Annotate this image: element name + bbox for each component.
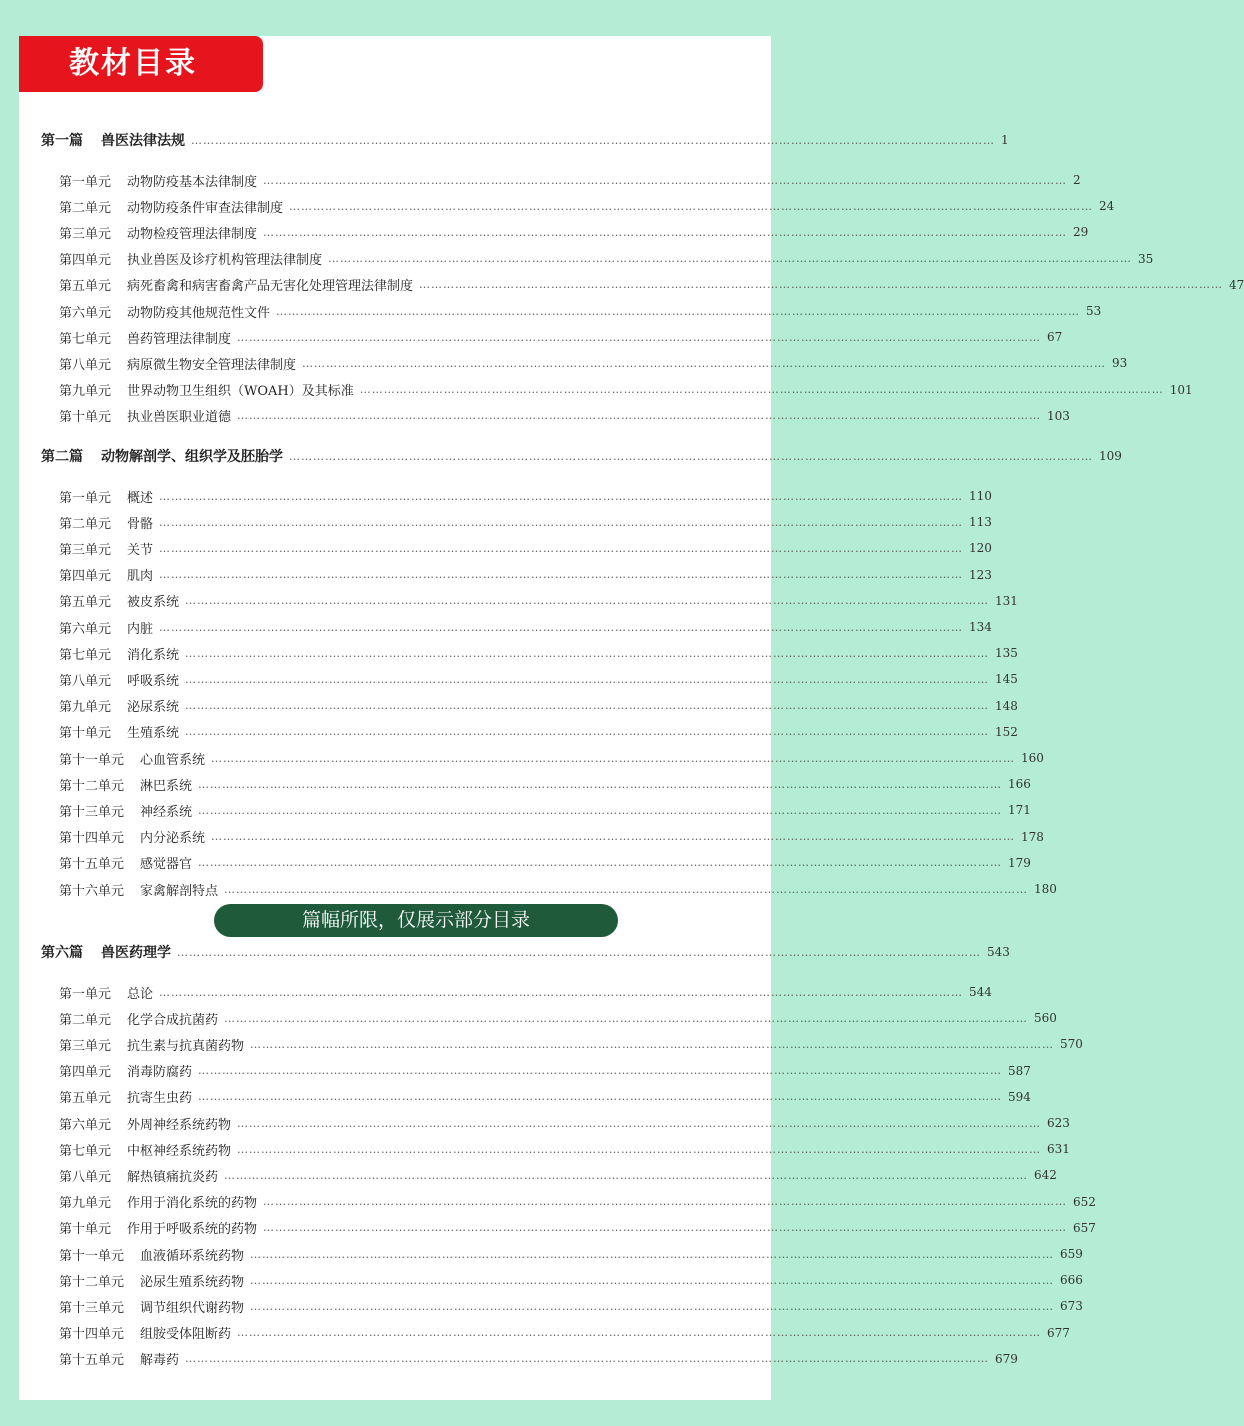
unit-number: 第二单元 bbox=[59, 1012, 112, 1028]
unit-row bbox=[19, 379, 1193, 401]
unit-title: 中枢神经系统药物 bbox=[127, 1143, 232, 1159]
leader-dots: ………………………………………………………………………………………………………………………………………………………………………………… bbox=[198, 803, 1003, 817]
unit-page: 180 bbox=[1034, 882, 1057, 896]
unit-page: 587 bbox=[1008, 1063, 1031, 1078]
leader-dots: ………………………………………………………………………………………………………………………………………………………………………………… bbox=[191, 133, 995, 147]
unit-page: 53 bbox=[1086, 304, 1102, 318]
unit-number: 第九单元 bbox=[59, 700, 112, 716]
unit-page: 652 bbox=[1073, 1194, 1096, 1209]
leader-dots: ………………………………………………………………………………………………………………………………………………………………………………… bbox=[159, 620, 964, 634]
leader-dots: ………………………………………………………………………………………………………………………………………………………………………………… bbox=[185, 594, 990, 608]
unit-row bbox=[19, 1007, 1057, 1029]
unit-label bbox=[59, 1087, 192, 1106]
part-page: 543 bbox=[987, 945, 1010, 959]
unit-title: 泌尿生殖系统药物 bbox=[140, 1274, 245, 1290]
unit-title: 神经系统 bbox=[140, 804, 193, 820]
unit-number: 第九单元 bbox=[59, 1196, 112, 1212]
unit-label bbox=[59, 880, 218, 899]
unit-label bbox=[59, 1297, 244, 1316]
unit-number: 第十二单元 bbox=[59, 1274, 125, 1290]
unit-label bbox=[59, 354, 296, 373]
leader-dots: ………………………………………………………………………………………………………………………………………………………………………………… bbox=[224, 1168, 1029, 1182]
unit-title: 淋巴系统 bbox=[140, 778, 193, 794]
leader-dots: ………………………………………………………………………………………………………………………………………………………………………………… bbox=[359, 383, 1164, 397]
unit-title: 化学合成抗菌药 bbox=[127, 1012, 219, 1028]
unit-page: 123 bbox=[969, 567, 992, 582]
unit-title: 消化系统 bbox=[127, 647, 180, 663]
unit-number: 第十三单元 bbox=[59, 804, 125, 820]
unit-number: 第十三单元 bbox=[59, 1300, 125, 1316]
unit-number: 第十一单元 bbox=[59, 752, 125, 768]
unit-page: 631 bbox=[1047, 1142, 1070, 1157]
unit-row bbox=[19, 195, 1115, 217]
unit-row bbox=[19, 1243, 1083, 1265]
unit-label bbox=[59, 249, 322, 268]
unit-title: 解热镇痛抗炎药 bbox=[127, 1169, 219, 1185]
unit-title: 骨骼 bbox=[127, 516, 154, 532]
unit-title: 感觉器官 bbox=[140, 857, 193, 873]
leader-dots: ………………………………………………………………………………………………………………………………………………………………………………… bbox=[177, 945, 981, 959]
unit-number: 第十单元 bbox=[59, 726, 112, 742]
unit-title: 调节组织代谢药物 bbox=[140, 1300, 245, 1316]
leader-dots: ………………………………………………………………………………………………………………………………………………………………………………… bbox=[198, 777, 1003, 791]
unit-label bbox=[59, 197, 283, 216]
unit-title: 消毒防腐药 bbox=[127, 1065, 193, 1081]
unit-label bbox=[59, 1323, 231, 1342]
unit-label bbox=[59, 223, 257, 242]
part-heading bbox=[19, 941, 1010, 963]
unit-page: 2 bbox=[1073, 173, 1081, 187]
unit-row bbox=[19, 511, 992, 533]
unit-label bbox=[59, 591, 179, 610]
unit-page: 679 bbox=[995, 1351, 1018, 1366]
unit-row bbox=[19, 1086, 1031, 1108]
leader-dots: ………………………………………………………………………………………………………………………………………………………………………………… bbox=[198, 1090, 1003, 1104]
unit-number: 第三单元 bbox=[59, 226, 112, 242]
unit-label bbox=[59, 380, 354, 399]
unit-row bbox=[19, 1295, 1083, 1317]
unit-row bbox=[19, 274, 1244, 296]
leader-dots: ………………………………………………………………………………………………………………………………………………………………………………… bbox=[302, 356, 1107, 370]
unit-page: 35 bbox=[1138, 251, 1154, 266]
leader-dots: ………………………………………………………………………………………………………………………………………………………………………………… bbox=[198, 1064, 1003, 1078]
unit-number: 第五单元 bbox=[59, 279, 112, 295]
unit-label bbox=[59, 275, 413, 294]
unit-page: 544 bbox=[969, 985, 992, 999]
leader-dots: ………………………………………………………………………………………………………………………………………………………………………………… bbox=[419, 278, 1224, 292]
leader-dots: ………………………………………………………………………………………………………………………………………………………………………………… bbox=[250, 1037, 1055, 1051]
unit-row bbox=[19, 668, 1018, 690]
part-label bbox=[41, 942, 171, 962]
unit-row bbox=[19, 1217, 1096, 1239]
unit-title: 概述 bbox=[127, 490, 154, 506]
leader-dots: ………………………………………………………………………………………………………………………………………………………………………………… bbox=[224, 882, 1029, 896]
unit-row bbox=[19, 221, 1089, 243]
unit-number: 第十单元 bbox=[59, 410, 112, 426]
leader-dots: ………………………………………………………………………………………………………………………………………………………………………………… bbox=[237, 409, 1042, 423]
leader-dots: ………………………………………………………………………………………………………………………………………………………………………………… bbox=[250, 1247, 1055, 1261]
unit-number: 第八单元 bbox=[59, 357, 112, 373]
leader-dots: ………………………………………………………………………………………………………………………………………………………………………………… bbox=[198, 856, 1003, 870]
leader-dots: ………………………………………………………………………………………………………………………………………………………………………………… bbox=[159, 489, 964, 503]
unit-row bbox=[19, 405, 1070, 427]
leader-dots: ………………………………………………………………………………………………………………………………………………………………………………… bbox=[276, 304, 1081, 318]
page-title: 教材目录 bbox=[19, 36, 263, 92]
leader-dots: ………………………………………………………………………………………………………………………………………………………………………………… bbox=[237, 330, 1042, 344]
unit-page: 642 bbox=[1034, 1168, 1057, 1183]
unit-label bbox=[59, 722, 179, 741]
leader-dots: ………………………………………………………………………………………………………………………………………………………………………………… bbox=[224, 1011, 1029, 1025]
unit-number: 第四单元 bbox=[59, 569, 112, 585]
unit-page: 120 bbox=[969, 541, 992, 556]
unit-row bbox=[19, 169, 1081, 191]
part-title: 兽医法律法规 bbox=[101, 133, 185, 149]
leader-dots: ………………………………………………………………………………………………………………………………………………………………………………… bbox=[185, 725, 990, 739]
unit-page: 131 bbox=[995, 593, 1018, 608]
unit-label bbox=[59, 1192, 257, 1211]
unit-page: 103 bbox=[1047, 408, 1070, 423]
part-heading bbox=[19, 129, 1009, 151]
unit-page: 135 bbox=[995, 646, 1018, 661]
unit-page: 179 bbox=[1008, 855, 1031, 870]
unit-row bbox=[19, 1191, 1096, 1213]
unit-label bbox=[59, 1245, 244, 1264]
unit-title: 病死畜禽和病害畜禽产品无害化处理管理法律制度 bbox=[127, 279, 414, 295]
unit-page: 677 bbox=[1047, 1325, 1070, 1340]
unit-number: 第十单元 bbox=[59, 1222, 112, 1238]
unit-number: 第八单元 bbox=[59, 1169, 112, 1185]
unit-label bbox=[59, 1271, 244, 1290]
unit-number: 第七单元 bbox=[59, 647, 112, 663]
leader-dots: ………………………………………………………………………………………………………………………………………………………………………………… bbox=[263, 1195, 1068, 1209]
notice-banner: 篇幅所限，仅展示部分目录 bbox=[214, 904, 618, 937]
leader-dots: ………………………………………………………………………………………………………………………………………………………………………………… bbox=[159, 985, 964, 999]
unit-row bbox=[19, 642, 1018, 664]
unit-number: 第五单元 bbox=[59, 595, 112, 611]
unit-row bbox=[19, 352, 1128, 374]
unit-title: 总论 bbox=[127, 986, 154, 1002]
part-label bbox=[41, 130, 185, 150]
unit-row bbox=[19, 799, 1031, 821]
unit-title: 呼吸系统 bbox=[127, 673, 180, 689]
unit-title: 执业兽医及诊疗机构管理法律制度 bbox=[127, 253, 323, 269]
unit-page: 570 bbox=[1060, 1037, 1083, 1052]
unit-label bbox=[59, 539, 153, 558]
unit-page: 145 bbox=[995, 672, 1018, 687]
unit-title: 解毒药 bbox=[140, 1353, 180, 1369]
unit-title: 动物防疫条件审查法律制度 bbox=[127, 200, 284, 216]
unit-label bbox=[59, 1166, 218, 1185]
unit-number: 第二单元 bbox=[59, 200, 112, 216]
unit-label bbox=[59, 1349, 179, 1368]
unit-page: 67 bbox=[1047, 330, 1063, 345]
unit-number: 第二单元 bbox=[59, 516, 112, 532]
unit-label bbox=[59, 696, 179, 715]
unit-label bbox=[59, 1218, 257, 1237]
unit-row bbox=[19, 852, 1031, 874]
unit-label bbox=[59, 1061, 192, 1080]
unit-number: 第一单元 bbox=[59, 986, 112, 1002]
unit-number: 第六单元 bbox=[59, 621, 112, 637]
leader-dots: ………………………………………………………………………………………………………………………………………………………………………………… bbox=[211, 830, 1016, 844]
unit-row bbox=[19, 981, 992, 1003]
unit-number: 第一单元 bbox=[59, 174, 112, 190]
unit-number: 第九单元 bbox=[59, 384, 112, 400]
unit-row bbox=[19, 721, 1018, 743]
leader-dots: ………………………………………………………………………………………………………………………………………………………………………………… bbox=[263, 173, 1068, 187]
unit-page: 160 bbox=[1021, 751, 1044, 765]
unit-number: 第六单元 bbox=[59, 305, 112, 321]
unit-page: 657 bbox=[1073, 1220, 1096, 1235]
unit-label bbox=[59, 1009, 218, 1028]
unit-label bbox=[59, 775, 192, 794]
unit-label bbox=[59, 1035, 244, 1054]
unit-number: 第一单元 bbox=[59, 490, 112, 506]
part-heading bbox=[19, 445, 1122, 467]
unit-title: 肌肉 bbox=[127, 569, 154, 585]
leader-dots: ………………………………………………………………………………………………………………………………………………………………………………… bbox=[237, 1142, 1042, 1156]
unit-label bbox=[59, 983, 153, 1002]
unit-title: 病原微生物安全管理法律制度 bbox=[127, 357, 297, 373]
unit-label bbox=[59, 328, 231, 347]
leader-dots: ………………………………………………………………………………………………………………………………………………………………………………… bbox=[289, 199, 1094, 213]
unit-row bbox=[19, 590, 1018, 612]
unit-label bbox=[59, 827, 205, 846]
unit-page: 659 bbox=[1060, 1247, 1083, 1261]
unit-title: 抗生素与抗真菌药物 bbox=[127, 1038, 245, 1054]
unit-label bbox=[59, 801, 192, 820]
unit-row bbox=[19, 695, 1018, 717]
unit-row bbox=[19, 248, 1154, 270]
part-page: 109 bbox=[1099, 449, 1122, 463]
unit-page: 148 bbox=[995, 698, 1018, 713]
unit-title: 兽药管理法律制度 bbox=[127, 331, 232, 347]
unit-title: 组胺受体阻断药 bbox=[140, 1327, 232, 1343]
unit-row bbox=[19, 1138, 1070, 1160]
unit-number: 第十二单元 bbox=[59, 778, 125, 794]
unit-page: 47 bbox=[1229, 277, 1244, 292]
unit-label bbox=[59, 406, 231, 425]
unit-title: 内分泌系统 bbox=[140, 831, 206, 847]
unit-row bbox=[19, 485, 992, 507]
unit-label bbox=[59, 670, 179, 689]
leader-dots: ………………………………………………………………………………………………………………………………………………………………………………… bbox=[328, 252, 1133, 266]
leader-dots: ………………………………………………………………………………………………………………………………………………………………………………… bbox=[263, 225, 1068, 239]
unit-title: 生殖系统 bbox=[127, 726, 180, 742]
unit-page: 594 bbox=[1008, 1089, 1031, 1104]
unit-page: 673 bbox=[1060, 1299, 1083, 1314]
unit-label bbox=[59, 171, 257, 190]
unit-row bbox=[19, 300, 1102, 322]
unit-row bbox=[19, 878, 1057, 900]
unit-row bbox=[19, 773, 1031, 795]
unit-title: 动物检疫管理法律制度 bbox=[127, 226, 258, 242]
unit-label bbox=[59, 853, 192, 872]
unit-page: 110 bbox=[969, 489, 992, 503]
leader-dots: ………………………………………………………………………………………………………………………………………………………………………………… bbox=[159, 568, 964, 582]
unit-row bbox=[19, 616, 992, 638]
part-page: 1 bbox=[1001, 133, 1009, 147]
leader-dots: ………………………………………………………………………………………………………………………………………………………………………………… bbox=[250, 1299, 1055, 1313]
unit-label bbox=[59, 302, 270, 321]
leader-dots: ………………………………………………………………………………………………………………………………………………………………………………… bbox=[159, 541, 964, 555]
unit-page: 24 bbox=[1099, 199, 1115, 214]
unit-title: 作用于消化系统的药物 bbox=[127, 1196, 258, 1212]
leader-dots: ………………………………………………………………………………………………………………………………………………………………………………… bbox=[263, 1221, 1068, 1235]
unit-title: 内脏 bbox=[127, 621, 154, 637]
unit-number: 第三单元 bbox=[59, 1038, 112, 1054]
part-number: 第一篇 bbox=[41, 133, 83, 149]
unit-page: 178 bbox=[1021, 829, 1044, 844]
leader-dots: ………………………………………………………………………………………………………………………………………………………………………………… bbox=[211, 751, 1016, 765]
unit-number: 第十四单元 bbox=[59, 1327, 125, 1343]
unit-number: 第四单元 bbox=[59, 253, 112, 269]
unit-page: 134 bbox=[969, 620, 992, 634]
unit-number: 第十五单元 bbox=[59, 857, 125, 873]
part-number: 第二篇 bbox=[41, 449, 83, 465]
unit-number: 第六单元 bbox=[59, 1117, 112, 1133]
unit-page: 29 bbox=[1073, 225, 1089, 240]
leader-dots: ………………………………………………………………………………………………………………………………………………………………………………… bbox=[185, 1352, 990, 1366]
unit-number: 第十六单元 bbox=[59, 883, 125, 899]
unit-row bbox=[19, 1269, 1083, 1291]
unit-number: 第三单元 bbox=[59, 542, 112, 558]
unit-title: 被皮系统 bbox=[127, 595, 180, 611]
unit-title: 关节 bbox=[127, 542, 154, 558]
unit-row bbox=[19, 1164, 1057, 1186]
unit-page: 101 bbox=[1169, 382, 1193, 397]
unit-row bbox=[19, 747, 1044, 769]
unit-page: 152 bbox=[995, 724, 1018, 739]
unit-number: 第七单元 bbox=[59, 331, 112, 347]
unit-label bbox=[59, 644, 179, 663]
unit-page: 623 bbox=[1047, 1116, 1070, 1130]
part-title: 动物解剖学、组织学及胚胎学 bbox=[101, 449, 283, 465]
leader-dots: ………………………………………………………………………………………………………………………………………………………………………………… bbox=[250, 1273, 1055, 1287]
unit-label bbox=[59, 487, 153, 506]
toc-page bbox=[19, 36, 1244, 1400]
unit-page: 666 bbox=[1060, 1273, 1083, 1288]
leader-dots: ………………………………………………………………………………………………………………………………………………………………………………… bbox=[289, 449, 1093, 463]
unit-number: 第八单元 bbox=[59, 673, 112, 689]
unit-row bbox=[19, 826, 1044, 848]
unit-number: 第十四单元 bbox=[59, 831, 125, 847]
unit-label bbox=[59, 565, 153, 584]
unit-title: 作用于呼吸系统的药物 bbox=[127, 1222, 258, 1238]
unit-row bbox=[19, 1060, 1031, 1082]
unit-title: 世界动物卫生组织（WOAH）及其标准 bbox=[127, 384, 354, 400]
unit-row bbox=[19, 564, 992, 586]
unit-page: 171 bbox=[1008, 803, 1031, 818]
unit-label bbox=[59, 618, 153, 637]
unit-title: 抗寄生虫药 bbox=[127, 1091, 193, 1107]
unit-row bbox=[19, 1348, 1018, 1370]
unit-title: 血液循环系统药物 bbox=[140, 1248, 245, 1264]
unit-number: 第七单元 bbox=[59, 1143, 112, 1159]
unit-page: 560 bbox=[1034, 1011, 1057, 1026]
unit-row bbox=[19, 1033, 1083, 1055]
unit-row bbox=[19, 326, 1063, 348]
leader-dots: ………………………………………………………………………………………………………………………………………………………………………………… bbox=[237, 1326, 1042, 1340]
unit-title: 执业兽医职业道德 bbox=[127, 410, 232, 426]
unit-number: 第四单元 bbox=[59, 1065, 112, 1081]
unit-label bbox=[59, 1140, 231, 1159]
unit-row bbox=[19, 1322, 1070, 1344]
part-label bbox=[41, 446, 283, 466]
unit-label bbox=[59, 749, 205, 768]
unit-title: 动物防疫其他规范性文件 bbox=[127, 305, 271, 321]
unit-page: 113 bbox=[969, 515, 992, 530]
unit-row bbox=[19, 537, 992, 559]
unit-page: 166 bbox=[1008, 777, 1031, 792]
leader-dots: ………………………………………………………………………………………………………………………………………………………………………………… bbox=[159, 515, 964, 529]
part-number: 第六篇 bbox=[41, 945, 83, 961]
unit-title: 心血管系统 bbox=[140, 752, 206, 768]
unit-title: 泌尿系统 bbox=[127, 700, 180, 716]
unit-title: 外周神经系统药物 bbox=[127, 1117, 232, 1133]
leader-dots: ………………………………………………………………………………………………………………………………………………………………………………… bbox=[185, 699, 990, 713]
unit-number: 第十五单元 bbox=[59, 1353, 125, 1369]
unit-title: 动物防疫基本法律制度 bbox=[127, 174, 258, 190]
unit-label bbox=[59, 1114, 231, 1133]
unit-label bbox=[59, 513, 153, 532]
leader-dots: ………………………………………………………………………………………………………………………………………………………………………………… bbox=[185, 646, 990, 660]
unit-row bbox=[19, 1112, 1070, 1134]
leader-dots: ………………………………………………………………………………………………………………………………………………………………………………… bbox=[185, 672, 990, 686]
unit-number: 第五单元 bbox=[59, 1091, 112, 1107]
part-title: 兽医药理学 bbox=[101, 945, 171, 961]
leader-dots: ………………………………………………………………………………………………………………………………………………………………………………… bbox=[237, 1116, 1042, 1130]
unit-title: 家禽解剖特点 bbox=[140, 883, 219, 899]
unit-page: 93 bbox=[1112, 356, 1128, 371]
unit-number: 第十一单元 bbox=[59, 1248, 125, 1264]
